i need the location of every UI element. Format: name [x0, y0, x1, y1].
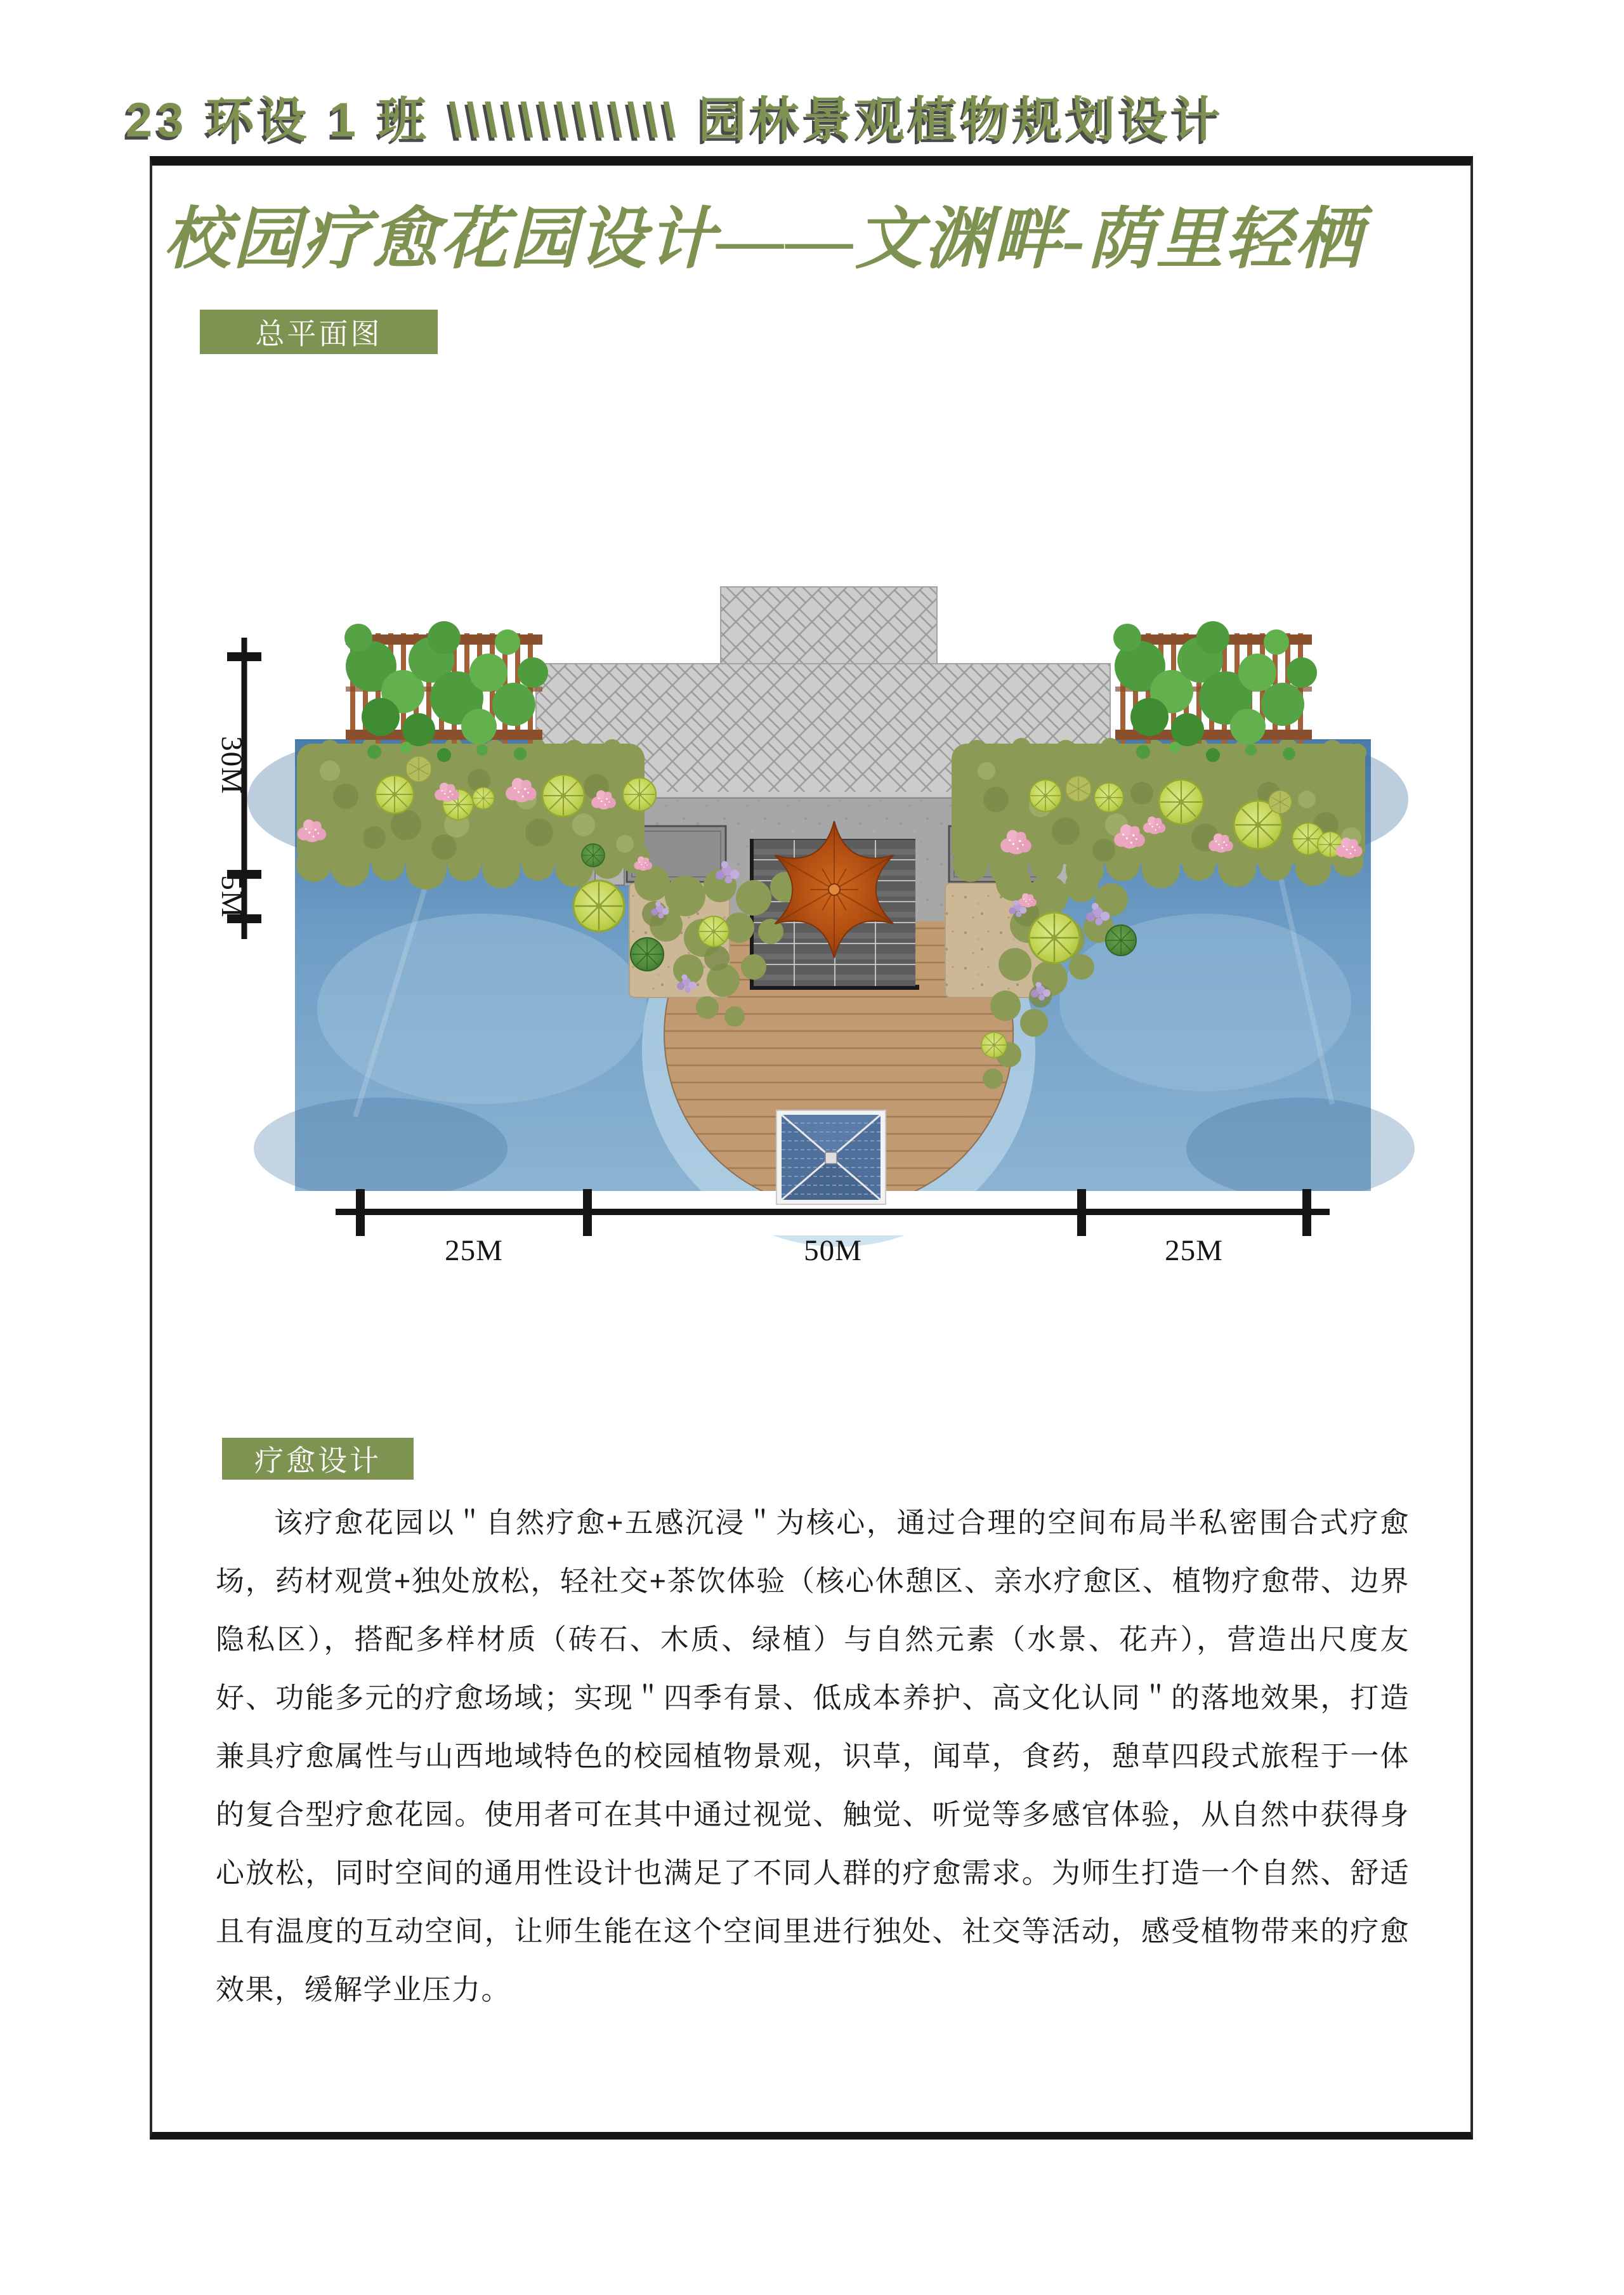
section-label-text: 总平面图	[255, 317, 383, 350]
main-title: 校园疗愈花园设计——文渊畔-荫里轻栖	[164, 202, 1364, 277]
planting-bed-left	[296, 738, 650, 890]
dim-label-5m: 5M	[215, 875, 248, 918]
dim-label-25m-right: 25M	[1165, 1234, 1223, 1267]
section-label-healing-design	[222, 1438, 414, 1480]
dim-label-50m: 50M	[804, 1234, 862, 1267]
page-header-title: 23 环设 1 班 \\\\\\\\\\\\\ 园林景观植物规划设计	[126, 93, 1225, 147]
section-label-text: 疗愈设计	[254, 1444, 381, 1477]
design-description-paragraph: 该疗愈花园以＂自然疗愈+五感沉浸＂为核心，通过合理的空间布局半私密围合式疗愈场，药材观赏+独处放松，轻社交+茶饮体验（核心休憩区、亲水疗愈区、植物疗愈带、边界隐私区），搭配多样材质（砖石、木质、绿植）与自然元素（水景、花卉），营造出尺度友好、功能多元的疗愈场域；实现＂四季有景、低成本养护、高文化认同＂的落地效果，打造兼具疗愈属性与山西地域特色的校园植物景观，识草，闻草，食药，憩草四段式旅程于一体的复合型疗愈花园。使用者可在其中通过视觉、触觉、听觉等多感官体验，从自然中获得身心放松，同时空间的通用性设计也满足了不同人群的疗愈需求。为师生打造一个自然、舒适且有温度的互动空间，让师生能在这个空间里进行独处、社交等活动，感受植物带来的疗愈效果，缓解学业压力。	[216, 1506, 1410, 2006]
dim-label-30m: 30M	[215, 736, 248, 794]
dim-label-25m-left: 25M	[445, 1234, 503, 1267]
water-pavilion	[776, 1110, 886, 1204]
